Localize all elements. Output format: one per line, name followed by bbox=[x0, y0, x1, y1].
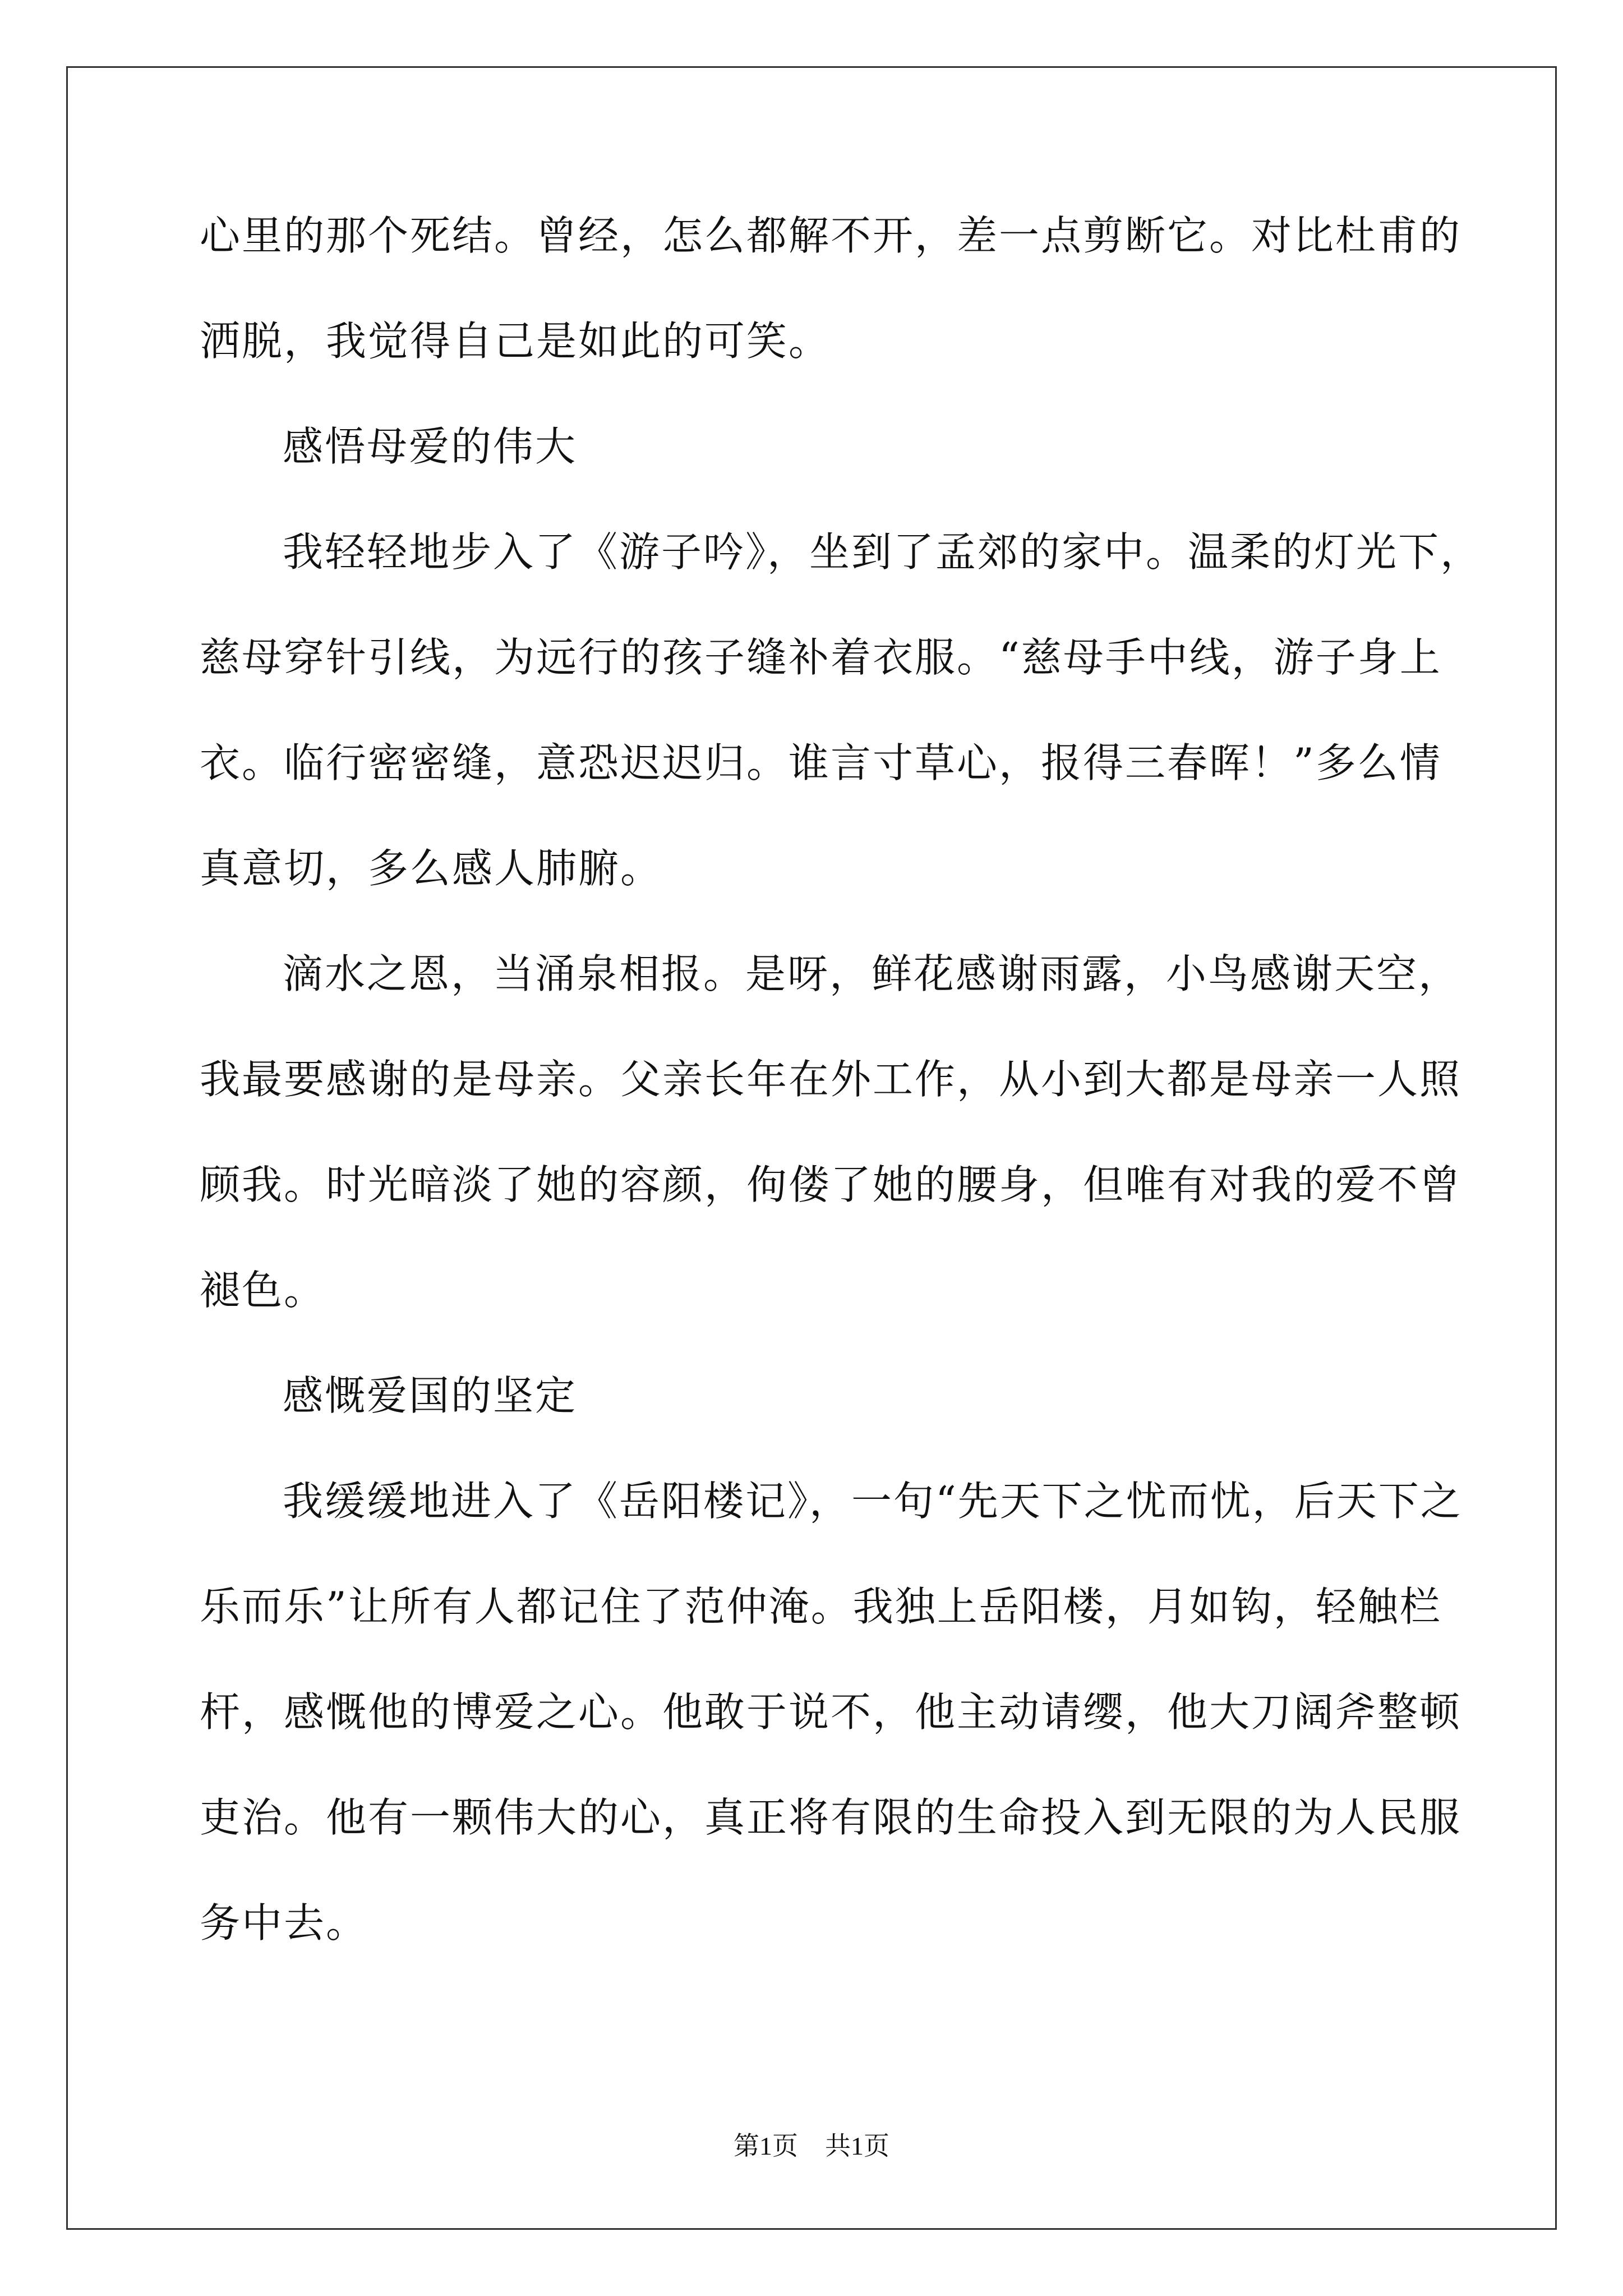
paragraph-line: 吏治。他有一颗伟大的心，真正将有限的生命投入到无限的为人民服 bbox=[200, 1794, 1462, 1841]
paragraph-line: 务中去。 bbox=[200, 1899, 368, 1947]
paragraph-line: 我缓缓地进入了《岳阳楼记》，一句“先天下之忧而忧，后天下之 bbox=[283, 1478, 1463, 1525]
paragraph-line: 我轻轻地步入了《游子吟》，坐到了孟郊的家中。温柔的灯光下， bbox=[283, 528, 1483, 576]
paragraph-line: 心里的那个死结。曾经，怎么都解不开，差一点剪断它。对比杜甫的 bbox=[200, 212, 1462, 259]
paragraph-line: 杆，感慨他的博爱之心。他敢于说不，他主动请缨，他大刀阔斧整顿 bbox=[200, 1688, 1462, 1736]
section-heading-maternal-love: 感悟母爱的伟大 bbox=[283, 423, 578, 470]
paragraph-line: 我最要感谢的是母亲。父亲长年在外工作，从小到大都是母亲一人照 bbox=[200, 1056, 1462, 1103]
section-heading-patriotism: 感慨爱国的坚定 bbox=[283, 1372, 578, 1419]
paragraph-line: 顾我。时光暗淡了她的容颜，佝偻了她的腰身，但唯有对我的爱不曾 bbox=[200, 1161, 1462, 1208]
page-number-total: 共1页 bbox=[825, 2132, 889, 2160]
paragraph-line: 褪色。 bbox=[200, 1267, 326, 1314]
paragraph-line: 洒脱，我觉得自己是如此的可笑。 bbox=[200, 318, 831, 365]
paragraph-line: 真意切，多么感人肺腑。 bbox=[200, 845, 663, 892]
paragraph-line: 衣。临行密密缝，意恐迟迟归。谁言寸草心，报得三春晖！”多么情 bbox=[200, 739, 1442, 786]
paragraph-line: 滴水之恩，当涌泉相报。是呀，鲜花感谢雨露，小鸟感谢天空， bbox=[283, 950, 1461, 997]
paragraph-line: 慈母穿针引线，为远行的孩子缝补着衣服。“慈母手中线，游子身上 bbox=[200, 634, 1442, 681]
page-footer bbox=[0, 2133, 1623, 2159]
paragraph-line: 乐而乐”让所有人都记住了范仲淹。我独上岳阳楼，月如钩，轻触栏 bbox=[200, 1583, 1442, 1630]
page-number-current: 第1页 bbox=[734, 2132, 798, 2160]
